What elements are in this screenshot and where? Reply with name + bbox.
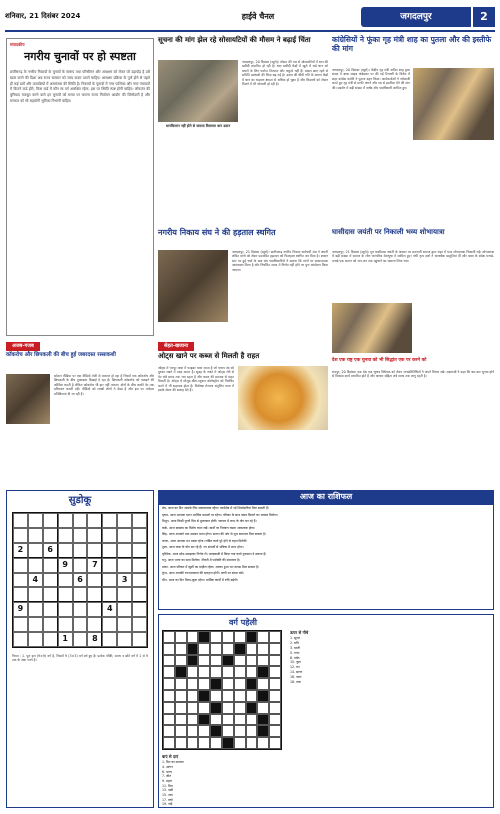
rashifal-line: कुंभ- आज आपकी रचनात्मकता की सराहना होगी। वाणी पर संयम रखें। bbox=[162, 571, 244, 575]
crossword-cell[interactable] bbox=[187, 725, 199, 737]
sudoku-cell[interactable]: 3 bbox=[117, 573, 132, 588]
sudoku-cell[interactable]: 1 bbox=[58, 632, 73, 647]
rashifal-line: सिंह- आज आपको मान-सम्मान प्राप्त होगा। संतान की ओर से शुभ समाचार मिल सकता है। bbox=[162, 532, 267, 536]
crossword-cell[interactable] bbox=[246, 690, 258, 702]
sudoku-cell[interactable] bbox=[87, 528, 102, 543]
sehat-tag: सेहत-खजाना bbox=[158, 342, 194, 351]
crossword-cell[interactable] bbox=[222, 678, 234, 690]
sudoku-cell[interactable] bbox=[73, 617, 88, 632]
sudoku-cell[interactable]: 4 bbox=[28, 573, 43, 588]
crossword-cell[interactable] bbox=[163, 655, 175, 667]
sudoku-cell[interactable] bbox=[73, 602, 88, 617]
crossword-cell[interactable] bbox=[257, 631, 269, 643]
sudoku-cell[interactable] bbox=[28, 587, 43, 602]
crossword-cell[interactable] bbox=[187, 702, 199, 714]
crossword-title: वर्ग पहेली bbox=[228, 617, 258, 627]
crossword-cell[interactable] bbox=[234, 702, 246, 714]
sehat-body: ओट्स में भरपूर मात्रा में फाइबर पाया जाता है जो पाचन तंत्र को दुरुस्त रखने में मदद करता है। सुबह के नाश्ते में ओट्स लेने से पेट लंबे समय तक भरा रहता है और कब्ज की समस्या से राहत मिलती है। ओट्स में मौजूद बीटा-ग्लूकन कोलेस्ट्रॉल को नियंत्रित करने में भी सहायक होता है। विशेषज्ञ रोजाना संतुलित मात्रा में इसके सेवन की सलाह देते हैं। bbox=[158, 366, 234, 393]
story-desh-headline: देश एक राष्ट्र एक चुनाव को भी सिद्धांत एक पर करने को bbox=[332, 358, 427, 363]
sehat-photo bbox=[238, 366, 328, 430]
crossword-clue: 15. जल bbox=[162, 792, 173, 797]
crossword-clue: 10. फूल bbox=[290, 660, 301, 665]
sudoku-cell[interactable] bbox=[87, 513, 102, 528]
crossword-cell[interactable] bbox=[175, 631, 187, 643]
across-title: बाएं से दाएं bbox=[162, 754, 179, 759]
sudoku-cell[interactable] bbox=[87, 573, 102, 588]
sudoku-cell[interactable] bbox=[58, 617, 73, 632]
crossword-cell[interactable] bbox=[234, 737, 246, 749]
down-title: ऊपर से नीचे bbox=[290, 630, 309, 635]
crossword-cell bbox=[187, 655, 199, 667]
crossword-cell[interactable] bbox=[175, 655, 187, 667]
sudoku-grid[interactable] bbox=[12, 512, 148, 648]
sudoku-cell[interactable]: 4 bbox=[102, 602, 117, 617]
story-top-caption: धानकिलान नहीं होने से सताया विलायत धान उठान bbox=[165, 124, 231, 128]
sudoku-cell[interactable] bbox=[13, 617, 28, 632]
sudoku-cell[interactable] bbox=[28, 632, 43, 647]
crossword-cell[interactable] bbox=[269, 643, 281, 655]
crossword-cell[interactable] bbox=[198, 666, 210, 678]
sudoku-cell[interactable] bbox=[87, 587, 102, 602]
rashifal-title: आज का राशिफल bbox=[158, 490, 494, 505]
crossword-cell[interactable] bbox=[222, 714, 234, 726]
crossword-cell[interactable] bbox=[187, 737, 199, 749]
sudoku-cell[interactable] bbox=[102, 558, 117, 573]
sudoku-cell[interactable] bbox=[132, 528, 147, 543]
crossword-cell bbox=[198, 714, 210, 726]
sudoku-cell[interactable] bbox=[43, 558, 58, 573]
crossword-cell[interactable] bbox=[175, 643, 187, 655]
story-right-headline: कांग्रेसियों ने फूंका गृह मंत्री शाह का पुतला और की इस्तीफे की मांग bbox=[332, 35, 492, 53]
crossword-cell[interactable] bbox=[269, 666, 281, 678]
story-ghasi-photo bbox=[332, 303, 412, 353]
crossword-clue: 9. महल bbox=[162, 778, 172, 783]
crossword-cell bbox=[222, 655, 234, 667]
sudoku-cell[interactable] bbox=[102, 617, 117, 632]
crossword-cell bbox=[234, 643, 246, 655]
sudoku-cell[interactable] bbox=[13, 513, 28, 528]
crossword-clue: 2. रात्रि bbox=[290, 641, 299, 646]
ajab-gajab-photo bbox=[6, 374, 50, 424]
sudoku-cell[interactable] bbox=[43, 632, 58, 647]
crossword-cell[interactable] bbox=[269, 655, 281, 667]
crossword-cell[interactable] bbox=[175, 725, 187, 737]
sudoku-cell[interactable] bbox=[43, 617, 58, 632]
crossword-cell[interactable] bbox=[234, 678, 246, 690]
crossword-grid[interactable] bbox=[162, 630, 282, 750]
sudoku-cell[interactable] bbox=[13, 558, 28, 573]
crossword-cell bbox=[222, 737, 234, 749]
story-right-photo bbox=[413, 68, 494, 140]
crossword-clue: 11. मित्र bbox=[162, 783, 173, 788]
story-right-body-cont bbox=[413, 143, 494, 223]
rashifal-line: तुला- आज यात्रा के योग बन रहे हैं। नए संपर्कों से भविष्य में लाभ होगा। bbox=[162, 545, 244, 549]
sudoku-cell[interactable] bbox=[132, 587, 147, 602]
rashifal-line: वृषभ- आज आपका ध्यान आर्थिक मामलों पर रहेगा। परिवार के साथ समय बिताने का अवसर मिलेगा। bbox=[162, 512, 278, 517]
sudoku-cell[interactable] bbox=[73, 528, 88, 543]
crossword-cell bbox=[257, 690, 269, 702]
crossword-cell[interactable] bbox=[234, 714, 246, 726]
crossword-cell[interactable] bbox=[198, 643, 210, 655]
sudoku-cell[interactable] bbox=[102, 587, 117, 602]
masthead bbox=[5, 4, 495, 32]
sudoku-cell[interactable] bbox=[102, 573, 117, 588]
sudoku-cell[interactable]: 6 bbox=[43, 543, 58, 558]
sudoku-cell[interactable] bbox=[87, 617, 102, 632]
crossword-cell[interactable] bbox=[198, 702, 210, 714]
crossword-cell[interactable] bbox=[163, 737, 175, 749]
sudoku-cell[interactable] bbox=[117, 617, 132, 632]
crossword-cell[interactable] bbox=[257, 655, 269, 667]
crossword-cell[interactable] bbox=[257, 702, 269, 714]
crossword-cell[interactable] bbox=[163, 678, 175, 690]
crossword-cell[interactable] bbox=[187, 631, 199, 643]
sudoku-cell[interactable] bbox=[117, 543, 132, 558]
crossword-cell[interactable] bbox=[269, 702, 281, 714]
story-desh-body: रायपुर, 20 दिसंबर। एक देश एक चुनाव विधेयक को लेकर जनप्रतिनिधियों ने अपने विचार रखे। वक्ताओं ने कहा कि बार-बार चुनाव होने से विकास कार्य प्रभावित होते हैं और आचार संहिता लंबे समय तक लागू रहती है। bbox=[332, 370, 494, 379]
crossword-cell bbox=[257, 725, 269, 737]
sudoku-cell[interactable] bbox=[58, 602, 73, 617]
sudoku-cell[interactable]: 9 bbox=[58, 558, 73, 573]
issue-date: शनिवार, 21 दिसंबर 2024 bbox=[5, 12, 81, 21]
sudoku-cell[interactable] bbox=[87, 543, 102, 558]
crossword-cell bbox=[210, 702, 222, 714]
crossword-clue: 6. भाग्य bbox=[162, 769, 172, 774]
sudoku-cell[interactable] bbox=[132, 513, 147, 528]
sudoku-cell[interactable] bbox=[73, 632, 88, 647]
crossword-cell[interactable] bbox=[175, 690, 187, 702]
story-top-headline: सूचना की मांग झेल रहे सोसायटियों की मौसम ने बढ़ाई चिंता bbox=[158, 35, 311, 44]
sudoku-cell[interactable] bbox=[43, 573, 58, 588]
sudoku-cell[interactable]: 8 bbox=[87, 632, 102, 647]
sudoku-cell[interactable] bbox=[132, 543, 147, 558]
sudoku-cell[interactable] bbox=[43, 602, 58, 617]
crossword-cell[interactable] bbox=[246, 714, 258, 726]
sudoku-cell[interactable] bbox=[132, 573, 147, 588]
sudoku-cell[interactable] bbox=[132, 602, 147, 617]
crossword-cell[interactable] bbox=[210, 643, 222, 655]
sudoku-cell[interactable] bbox=[43, 513, 58, 528]
crossword-cell[interactable] bbox=[246, 643, 258, 655]
crossword-cell bbox=[246, 702, 258, 714]
rashifal-line: मेष- आज का दिन आपके लिए सकारात्मक रहेगा। कार्यक्षेत्र में नई जिम्मेदारियां मिल सकती हैं। bbox=[162, 506, 269, 510]
rashifal-line: कर्क- आज स्वास्थ्य का विशेष ध्यान रखें। खर्चों पर नियंत्रण रखना आवश्यक होगा। bbox=[162, 525, 256, 530]
story-mid-photo bbox=[158, 250, 228, 322]
crossword-cell[interactable] bbox=[269, 725, 281, 737]
crossword-clue: 16. पवन bbox=[290, 674, 302, 679]
sudoku-cell[interactable] bbox=[58, 587, 73, 602]
crossword-cell bbox=[187, 643, 199, 655]
crossword-cell[interactable] bbox=[175, 702, 187, 714]
editorial-tag: संपादकीय bbox=[10, 42, 25, 47]
crossword-cell[interactable] bbox=[210, 690, 222, 702]
crossword-cell[interactable] bbox=[198, 725, 210, 737]
story-right-body: जगदलपुर, 20 दिसंबर (ब्यूरो)। केंद्रीय गृह मंत्री अमित शाह द्वारा संसद में बाबा साहब अंबेडकर पर की गई टिप्पणी के विरोध में शहर कांग्रेस कमेटी ने पुतला दहन किया। कार्यकर्ताओं ने नारेबाजी करते हुए गृह मंत्री से माफी मांगने और पद से इस्तीफा देने की मांग की। प्रदर्शन में बड़ी संख्या में पार्षद और पदाधिकारी शामिल हुए। bbox=[332, 68, 410, 90]
crossword-clue: 5. गगन bbox=[290, 650, 300, 655]
rashifal-line: धनु- आज भाग्य का साथ मिलेगा। नौकरी में पदोन्नति की संभावना है। bbox=[162, 558, 241, 562]
crossword-clue: 1. दिन का उजाला bbox=[162, 760, 184, 765]
crossword-clue: 12. वन bbox=[290, 665, 300, 670]
crossword-down bbox=[290, 630, 490, 806]
sehat-headline: ओट्स खाने पर कब्ज से मिलती है राहत bbox=[158, 351, 260, 360]
crossword-cell bbox=[257, 714, 269, 726]
sudoku-cell[interactable] bbox=[28, 543, 43, 558]
sudoku-cell[interactable]: 7 bbox=[87, 558, 102, 573]
sudoku-cell[interactable] bbox=[13, 573, 28, 588]
crossword-cell[interactable] bbox=[246, 655, 258, 667]
crossword-clue: 14. सागर bbox=[290, 669, 303, 674]
sudoku-title: सुडोकू bbox=[68, 495, 92, 506]
crossword-clue: 4. आंगन bbox=[162, 765, 173, 770]
sudoku-cell[interactable] bbox=[28, 558, 43, 573]
sudoku-cell[interactable] bbox=[13, 528, 28, 543]
sudoku-rules: नियम : 1. पूरा हल (9×9) वर्ग है, जिसमें 9 (3×3) वर्ग बने हुए हैं। प्रत्येक पंक्ति, स्तम्भ व छोटे वर्ग में 1 से 9 तक के अंक भरने हैं। bbox=[12, 654, 148, 663]
sudoku-cell[interactable] bbox=[73, 513, 88, 528]
story-top-photo bbox=[158, 60, 238, 122]
crossword-cell[interactable] bbox=[269, 690, 281, 702]
ajab-gajab-headline: कॉकरोच और छिपकली की बीच हुई जबरदस्त रस्साकशी bbox=[6, 352, 116, 358]
sudoku-cell[interactable] bbox=[87, 602, 102, 617]
crossword-cell bbox=[257, 666, 269, 678]
crossword-cell[interactable] bbox=[222, 702, 234, 714]
crossword-cell[interactable] bbox=[222, 643, 234, 655]
sudoku-cell[interactable] bbox=[117, 558, 132, 573]
crossword-cell bbox=[210, 678, 222, 690]
rashifal-line: वृश्चिक- आज सोच-समझकर निर्णय लें। जल्दबाजी में किया गया कार्य नुकसान दे सकता है। bbox=[162, 551, 267, 556]
sudoku-cell[interactable]: 2 bbox=[13, 543, 28, 558]
crossword-cell bbox=[198, 631, 210, 643]
crossword-cell[interactable] bbox=[269, 737, 281, 749]
story-ghasi-body: जगदलपुर, 21 दिसंबर (ब्यूरो)। गुरु घासीदास जयंती के अवसर पर सतनामी समाज द्वारा शहर में भव्य शोभायात्रा निकाली गई। शोभायात्रा में बड़ी संख्या में समाज के लोग पारंपरिक वेशभूषा में शामिल हुए। पंथी नृत्य दलों ने आकर्षक प्रस्तुतियां दीं और बाबा के संदेश मनखे-मनखे एक समान को जन-जन तक पहुंचाने का संकल्प लिया गया। bbox=[332, 250, 494, 263]
crossword-clue: 13. पक्षी bbox=[162, 788, 174, 793]
crossword-cell[interactable] bbox=[163, 702, 175, 714]
sudoku-cell[interactable] bbox=[43, 587, 58, 602]
sudoku-cell[interactable]: 9 bbox=[13, 602, 28, 617]
crossword-cell[interactable] bbox=[257, 737, 269, 749]
crossword-cell[interactable] bbox=[234, 690, 246, 702]
sudoku-cell[interactable] bbox=[102, 513, 117, 528]
sudoku-cell[interactable] bbox=[132, 617, 147, 632]
crossword-clue: 18. तारा bbox=[290, 679, 301, 684]
crossword-clue: 7. जीत bbox=[162, 774, 172, 779]
editorial-box bbox=[6, 38, 154, 336]
crossword-clue: 8. पर्वत bbox=[290, 655, 300, 660]
crossword-cell[interactable] bbox=[257, 643, 269, 655]
crossword-cell[interactable] bbox=[163, 725, 175, 737]
channel-name: हाईवे चैनल bbox=[241, 11, 275, 21]
rashifal-line: मिथुन- आज किसी पुराने मित्र से मुलाकात होगी। व्यापार में लाभ के योग बन रहे हैं। bbox=[162, 519, 257, 523]
sudoku-cell[interactable] bbox=[58, 528, 73, 543]
crossword-cell bbox=[246, 678, 258, 690]
story-top-body: जगदलपुर, 20 दिसंबर (ब्यूरो)। मौसम की मार से सोसायटियों में धान की खरीदी प्रभावित हो रही है। धान खरीदी केंद्रों में खुले में रखे धान को बचाने के लिए पर्याप्त तिरपाल और चबूतरे नहीं हैं। बादल छाए रहने से समिति प्रबंधकों की चिंता बढ़ गई है। उठाव की धीमी गति के कारण केंद्रों में धान का भंडारण क्षमता से अधिक हो चुका है और किसानों को टोकन मिलने में भी परेशानी हो रही है। bbox=[242, 60, 328, 87]
crossword-cell[interactable] bbox=[222, 725, 234, 737]
sudoku-cell[interactable] bbox=[102, 632, 117, 647]
sudoku-cell[interactable] bbox=[73, 587, 88, 602]
sudoku-cell[interactable] bbox=[28, 513, 43, 528]
crossword-cell[interactable] bbox=[163, 714, 175, 726]
crossword-cell[interactable] bbox=[210, 631, 222, 643]
sudoku-cell[interactable] bbox=[132, 558, 147, 573]
sudoku-cell[interactable] bbox=[43, 528, 58, 543]
ajab-gajab-body: सोशल मीडिया पर एक वीडियो तेजी से वायरल हो रहा है जिसमें एक कॉकरोच और छिपकली के बीच मुकाबला दिखाई दे रहा है। छिपकली कॉकरोच को पकड़ने की कोशिश करती है लेकिन कॉकरोच भी हार नहीं मानता। दोनों के बीच काफी देर तक खींचतान चलती रही। वीडियो को लाखों लोगों ने देखा है और इस पर मजेदार प्रतिक्रियाएं दी जा रही हैं। bbox=[54, 374, 154, 396]
rashifal-list bbox=[162, 506, 490, 608]
sehat-body-cont bbox=[238, 434, 328, 486]
crossword-cell[interactable] bbox=[163, 666, 175, 678]
crossword-cell[interactable] bbox=[175, 714, 187, 726]
crossword-cell[interactable] bbox=[246, 666, 258, 678]
crossword-clue: 17. वर्षा bbox=[162, 797, 173, 802]
sudoku-cell[interactable] bbox=[28, 528, 43, 543]
page-number: 2 bbox=[473, 7, 495, 27]
sudoku-cell[interactable] bbox=[117, 602, 132, 617]
editorial-headline: नगरीय चुनावों पर हो स्पष्टता bbox=[24, 50, 136, 64]
sudoku-cell[interactable] bbox=[117, 513, 132, 528]
sudoku-cell[interactable] bbox=[102, 543, 117, 558]
sudoku-cell[interactable] bbox=[58, 513, 73, 528]
crossword-cell[interactable] bbox=[222, 666, 234, 678]
crossword-cell[interactable] bbox=[234, 655, 246, 667]
crossword-cell bbox=[198, 690, 210, 702]
crossword-cell[interactable] bbox=[257, 678, 269, 690]
crossword-cell[interactable] bbox=[246, 737, 258, 749]
crossword-cell bbox=[246, 631, 258, 643]
crossword-cell bbox=[175, 666, 187, 678]
sudoku-cell[interactable] bbox=[73, 543, 88, 558]
story-ghasi-body-cont bbox=[415, 303, 494, 353]
story-mid-headline: नगरीय निकाय संघ ने की हड़ताल स्थगित bbox=[158, 227, 276, 237]
crossword-cell[interactable] bbox=[198, 678, 210, 690]
sudoku-cell[interactable] bbox=[13, 587, 28, 602]
sudoku-cell[interactable] bbox=[117, 587, 132, 602]
sudoku-cell[interactable] bbox=[102, 528, 117, 543]
editorial-body: छत्तीसगढ़ के नगरीय निकायों के चुनावों के स्वरूप तथा परिसीमन और आरक्षण को लेकर जो उहापोह है उसे खत्म करने की दिशा अब राज्य सरकार को जल्द कदम उठाने चाहिए। आरक्षण प्रक्रिया के पूर्ण होने से पहले ही कई दलों और प्रत्याशियों में असमंजस की स्थिति है। निकायों के चुनावों में नगर पालिका और नगर पंचायतों में कितने वार्ड होंगे, किस वार्ड में कौन सा वर्ग आरक्षित रहेगा, इस पर स्थिति स्पष्ट होनी चाहिए। लोकतंत्र की बुनियाद मजबूत करने वाले इन चुनावों को समय पर कराना राज्य निर्वाचन आयोग की जिम्मेदारी है और सरकार को भी सहयोगी भूमिका निभानी चाहिए। bbox=[10, 70, 150, 103]
story-mid-body: जगदलपुर, 21 दिसंबर (ब्यूरो)। छत्तीसगढ़ नगरीय निकाय कर्मचारी संघ ने अपनी लंबित मांगों को लेकर प्रस्तावित हड़ताल को फिलहाल स्थगित कर दिया है। शासन स्तर पर हुई चर्चा के बाद संघ पदाधिकारियों ने बताया कि मांगों पर सकारात्मक आश्वासन मिला है और निर्धारित समय में निर्णय नहीं होने पर पुनः आंदोलन किया जाएगा। bbox=[232, 250, 328, 272]
crossword-clue: 19. नदी bbox=[162, 802, 173, 806]
crossword-cell[interactable] bbox=[222, 631, 234, 643]
crossword-clue: 1. सूरज bbox=[290, 636, 300, 641]
crossword-cell[interactable] bbox=[187, 714, 199, 726]
sudoku-cell[interactable]: 6 bbox=[73, 573, 88, 588]
sudoku-cell[interactable] bbox=[58, 573, 73, 588]
sudoku-cell[interactable] bbox=[117, 632, 132, 647]
rashifal-line: कन्या- आज आपका मन प्रसन्न रहेगा। लंबित कार्य पूरे होने से राहत मिलेगी। bbox=[162, 538, 248, 543]
crossword-cell[interactable] bbox=[198, 737, 210, 749]
crossword-cell[interactable] bbox=[210, 655, 222, 667]
crossword-cell[interactable] bbox=[163, 631, 175, 643]
sudoku-cell[interactable] bbox=[117, 528, 132, 543]
rashifal-line: मकर- आज परिवार में खुशी का माहौल रहेगा। अटका हुआ धन वापस मिल सकता है। bbox=[162, 564, 260, 569]
sudoku-cell[interactable] bbox=[73, 558, 88, 573]
crossword-cell[interactable] bbox=[222, 690, 234, 702]
crossword-cell[interactable] bbox=[175, 737, 187, 749]
crossword-cell[interactable] bbox=[246, 725, 258, 737]
sudoku-cell[interactable] bbox=[132, 632, 147, 647]
crossword-cell[interactable] bbox=[269, 631, 281, 643]
crossword-cell[interactable] bbox=[163, 690, 175, 702]
crossword-cell[interactable] bbox=[210, 714, 222, 726]
crossword-cell[interactable] bbox=[234, 631, 246, 643]
crossword-cell[interactable] bbox=[269, 714, 281, 726]
crossword-cell[interactable] bbox=[234, 666, 246, 678]
crossword-cell[interactable] bbox=[175, 678, 187, 690]
sudoku-cell[interactable] bbox=[28, 617, 43, 632]
sudoku-cell[interactable] bbox=[13, 632, 28, 647]
city-name: जगदलपुर bbox=[361, 7, 471, 27]
sudoku-cell[interactable] bbox=[58, 543, 73, 558]
crossword-across bbox=[162, 754, 282, 806]
crossword-cell bbox=[210, 725, 222, 737]
rashifal-line: मीन- आज का दिन मिला-जुला रहेगा। धार्मिक कार्यों में रुचि बढ़ेगी। bbox=[162, 577, 239, 582]
crossword-cell[interactable] bbox=[187, 690, 199, 702]
crossword-cell[interactable] bbox=[198, 655, 210, 667]
crossword-cell[interactable] bbox=[210, 737, 222, 749]
crossword-cell[interactable] bbox=[269, 678, 281, 690]
ajab-gajab-tag: अजब-गजब bbox=[6, 342, 40, 351]
crossword-clue: 3. धरती bbox=[290, 645, 300, 650]
crossword-cell[interactable] bbox=[210, 666, 222, 678]
crossword-cell[interactable] bbox=[163, 643, 175, 655]
story-ghasi-headline: घासीदास जयंती पर निकाली भव्य शोभायात्रा bbox=[332, 227, 445, 236]
crossword-cell[interactable] bbox=[187, 666, 199, 678]
sudoku-cell[interactable] bbox=[28, 602, 43, 617]
crossword-cell[interactable] bbox=[234, 725, 246, 737]
crossword-cell[interactable] bbox=[187, 678, 199, 690]
